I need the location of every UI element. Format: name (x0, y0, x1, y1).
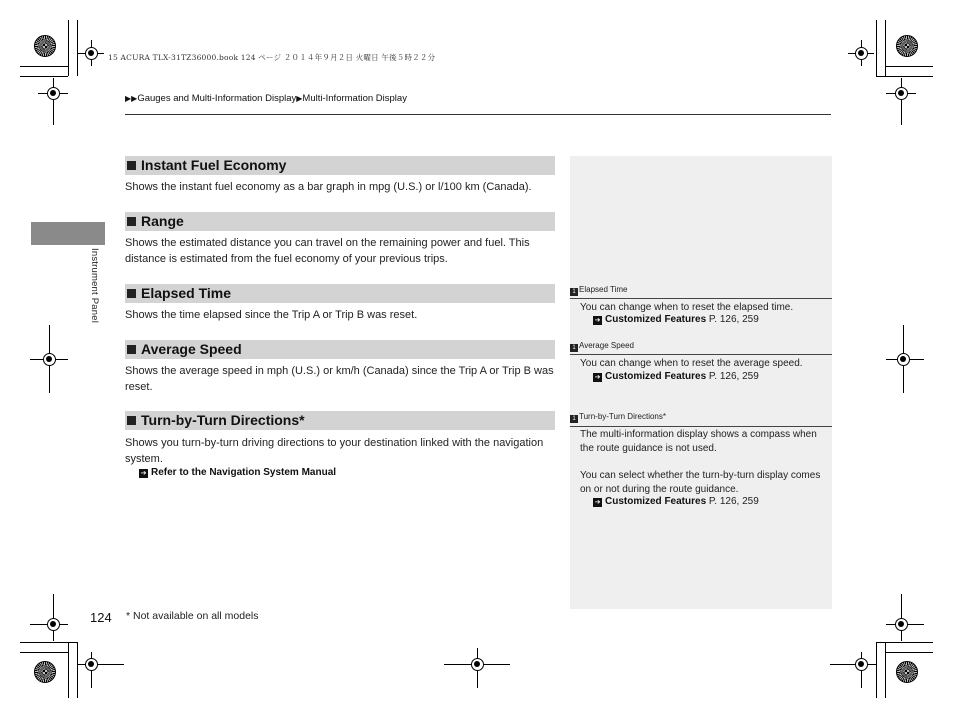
registration-mark (47, 87, 60, 100)
registration-star-top-left (34, 35, 56, 57)
note-marker-icon: 1 (570, 344, 578, 352)
trim-line (885, 20, 886, 76)
section-text-turn-by-turn: Shows you turn-by-turn driving directions to your destination linked with the navigation system. (125, 437, 544, 465)
crosshair-line (901, 78, 902, 125)
customized-features-link[interactable] (593, 371, 759, 382)
customized-features-link[interactable] (593, 496, 759, 507)
page-ref-arrow-icon: ➔ (594, 317, 601, 324)
section-text-elapsed-time: Shows the time elapsed since the Trip A or Trip B was reset. (125, 309, 418, 321)
reference-pages: P. 126, 259 (706, 496, 759, 507)
note-text-average-speed: You can change when to reset the average speed. (580, 358, 803, 369)
chapter-label (86, 248, 100, 368)
registration-mark (855, 658, 868, 671)
reference-title: Customized Features (605, 314, 707, 325)
section-square-icon (127, 217, 136, 226)
notes-panel (570, 156, 832, 609)
note-text-compass: The multi-information display shows a compass when the route guidance is not used. (580, 429, 817, 454)
section-square-icon (127, 345, 136, 354)
note-heading-turn-by-turn (570, 412, 832, 423)
registration-mark (895, 618, 908, 631)
trim-line (885, 652, 933, 653)
chapter-tab[interactable] (31, 222, 105, 245)
registration-mark (855, 47, 868, 60)
note-marker-icon: 1 (570, 288, 578, 296)
trim-line (68, 642, 69, 698)
registration-star-bottom-left (34, 661, 56, 683)
trim-line (77, 20, 78, 76)
section-title: Range (141, 213, 184, 229)
model-asterisk: * (299, 412, 305, 428)
section-title (141, 412, 305, 428)
model-asterisk: * (662, 412, 666, 421)
footnote: * Not available on all models (126, 610, 259, 622)
section-square-icon (127, 161, 136, 170)
page-ref-arrow-icon: ➔ (594, 374, 601, 381)
chapter-label-text: Instrument Panel (89, 248, 100, 324)
customized-features-link[interactable] (593, 314, 759, 325)
note-heading-text: Average Speed (579, 341, 635, 350)
triangle-right-icon: ▶▶ (125, 94, 138, 103)
note-heading-text: Elapsed Time (579, 285, 628, 294)
reference-pages: P. 126, 259 (706, 371, 759, 382)
page-ref-arrow-icon: ➔ (140, 470, 147, 477)
section-text-instant-fuel-economy: Shows the instant fuel economy as a bar graph in mpg (U.S.) or l/100 km (Canada). (125, 181, 532, 193)
trim-line (876, 642, 877, 698)
section-title-text: Turn-by-Turn Directions (141, 412, 300, 428)
navigation-manual-reference[interactable] (139, 467, 336, 478)
section-title: Elapsed Time (141, 285, 232, 301)
section-title: Average Speed (141, 341, 242, 357)
registration-mark (471, 658, 484, 671)
page-ref-arrow-icon: ➔ (594, 499, 601, 506)
section-heading-turn-by-turn (125, 411, 555, 430)
section-text-average-speed: Shows the average speed in mph (U.S.) or km/h (Canada) since the Trip A or Trip B was reset. (125, 365, 554, 393)
note-rule (570, 426, 832, 427)
header-rule (125, 114, 831, 115)
trim-line (20, 652, 68, 653)
section-square-icon (127, 289, 136, 298)
note-heading-average-speed (570, 341, 832, 352)
breadcrumb (125, 93, 407, 104)
note-heading-elapsed-time (570, 285, 832, 296)
reference-title: Customized Features (605, 496, 707, 507)
section-heading-elapsed-time (125, 284, 555, 303)
section-heading-instant-fuel-economy (125, 156, 555, 175)
registration-star-top-right (896, 35, 918, 57)
section-text-range: Shows the estimated distance you can travel on the remaining power and fuel. This distance is estimated from the fuel economy of your previous trips. (125, 237, 530, 265)
trim-line (885, 642, 886, 698)
note-text-turn-display: You can select whether the turn-by-turn display comes on or not during the route guidance. (580, 470, 821, 495)
section-title: Instant Fuel Economy (141, 157, 287, 173)
registration-mark (85, 47, 98, 60)
trim-line (876, 642, 933, 643)
trim-line (876, 76, 933, 77)
trim-line (77, 642, 78, 698)
trim-line (20, 66, 68, 67)
reference-title: Customized Features (605, 371, 707, 382)
registration-mark (897, 353, 910, 366)
trim-line (68, 20, 69, 76)
registration-star-bottom-right (896, 661, 918, 683)
registration-mark (47, 618, 60, 631)
crosshair-line (53, 78, 54, 125)
reference-text: Refer to the Navigation System Manual (151, 467, 337, 478)
note-rule (570, 354, 832, 355)
print-info-line: 15 ACURA TLX-31TZ36000.book 124 ページ ２０１４年９月２日 火曜日 午後５時２２分 (108, 53, 436, 62)
trim-line (20, 642, 77, 643)
note-text-elapsed-time: You can change when to reset the elapsed time. (580, 302, 794, 313)
registration-mark (85, 658, 98, 671)
section-heading-range (125, 212, 555, 231)
registration-mark (43, 353, 56, 366)
note-heading-text: Turn-by-Turn Directions (579, 412, 663, 421)
triangle-right-icon: ▶ (296, 94, 303, 103)
registration-mark (895, 87, 908, 100)
crosshair-line (830, 664, 876, 665)
section-heading-average-speed (125, 340, 555, 359)
trim-line (20, 76, 68, 77)
note-marker-icon: 1 (570, 415, 578, 423)
breadcrumb-level2[interactable]: Multi-Information Display (302, 93, 407, 104)
note-rule (570, 298, 832, 299)
reference-pages: P. 126, 259 (706, 314, 759, 325)
breadcrumb-level1[interactable]: Gauges and Multi-Information Display (137, 93, 297, 104)
trim-line (885, 66, 933, 67)
section-square-icon (127, 416, 136, 425)
page-number: 124 (90, 610, 112, 625)
trim-line (876, 20, 877, 76)
